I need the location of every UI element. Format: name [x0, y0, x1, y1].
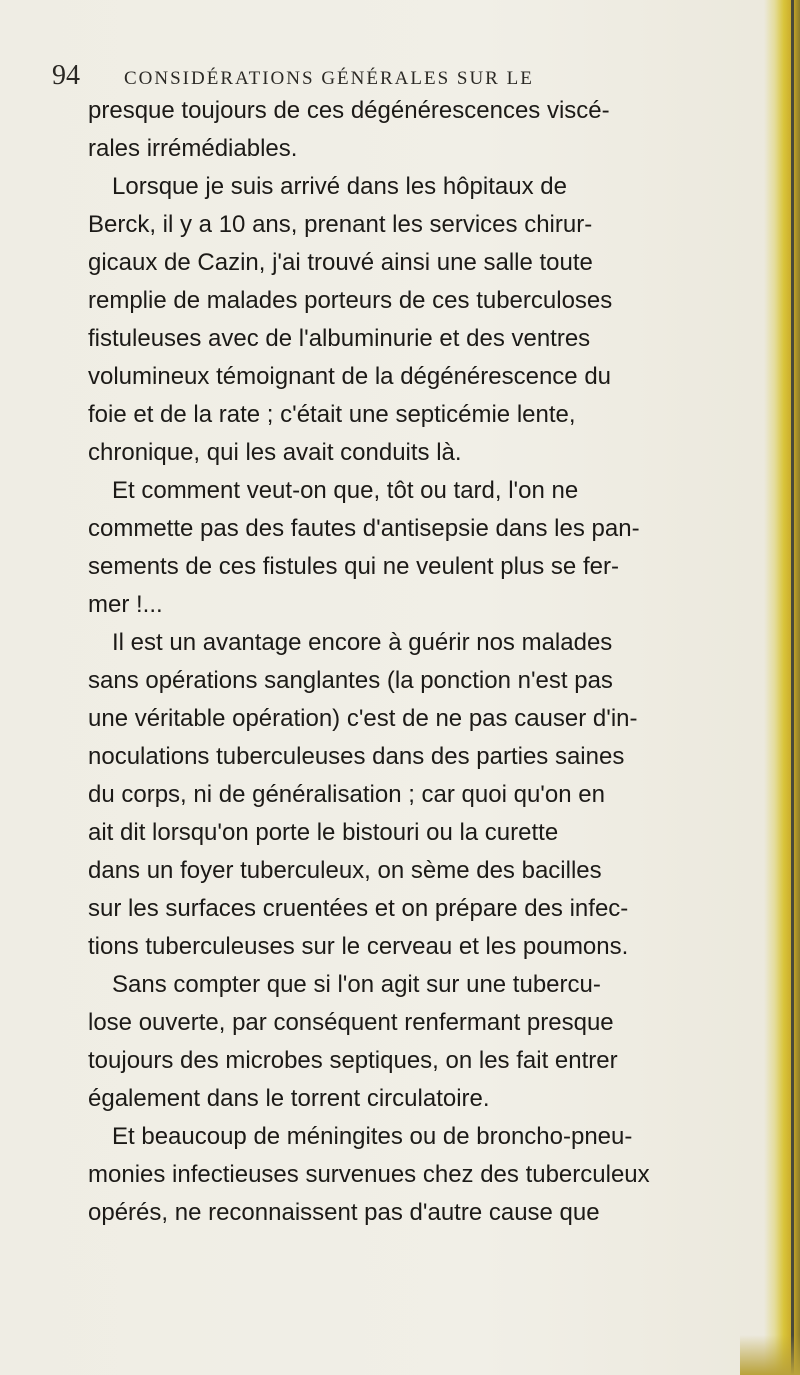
page-edge-line [791, 0, 794, 1375]
text-line: du corps, ni de généralisation ; car quoi qu'on en [88, 781, 605, 808]
text-line: presque toujours de ces dégénérescences viscé- [88, 97, 610, 124]
text-line: ait dit lorsqu'on porte le bistouri ou la curette [88, 819, 559, 846]
text-line: Il est un avantage encore à guérir nos malades [112, 629, 613, 656]
body-text [88, 92, 748, 1232]
page-number: 94 [52, 60, 80, 91]
text-line: toujours des microbes septiques, on les fait entrer [88, 1047, 618, 1074]
text-line: sur les surfaces cruentées et on prépare des infec- [88, 895, 629, 922]
text-line: remplie de malades porteurs de ces tuberculoses [88, 287, 613, 314]
text-line: gicaux de Cazin, j'ai trouvé ainsi une salle toute [88, 249, 593, 276]
text-line: chronique, qui les avait conduits là. [88, 439, 462, 466]
text-line: foie et de la rate ; c'était une septicémie lente, [88, 401, 576, 428]
text-line: Lorsque je suis arrivé dans les hôpitaux de [112, 173, 567, 200]
page-edge-binding [764, 0, 800, 1375]
text-line: une véritable opération) c'est de ne pas causer d'in- [88, 705, 638, 732]
text-line: sans opérations sanglantes (la ponction n'est pas [88, 667, 613, 694]
text-line: fistuleuses avec de l'albuminurie et des ventres [88, 325, 591, 352]
text-line: dans un foyer tuberculeux, on sème des bacilles [88, 857, 602, 884]
text-line: sements de ces fistules qui ne veulent plus se fer- [88, 553, 619, 580]
text-line: volumineux témoignant de la dégénérescence du [88, 363, 612, 390]
text-line: tions tuberculeuses sur le cerveau et les poumons. [88, 933, 629, 960]
text-line: rales irrémédiables. [88, 135, 298, 162]
text-line: Et beaucoup de méningites ou de broncho-pneu- [112, 1123, 633, 1150]
text-line: également dans le torrent circulatoire. [88, 1085, 490, 1112]
text-line: Et comment veut-on que, tôt ou tard, l'on ne [112, 477, 579, 504]
text-line: noculations tuberculeuses dans des parties saines [88, 743, 625, 770]
text-line: Sans compter que si l'on agit sur une tubercu- [112, 971, 601, 998]
text-line: lose ouverte, par conséquent renfermant presque [88, 1009, 614, 1036]
text-line: commette pas des fautes d'antisepsie dans les pan- [88, 515, 640, 542]
text-line: monies infectieuses survenues chez des tuberculeux [88, 1161, 650, 1188]
text-line: opérés, ne reconnaissent pas d'autre cause que [88, 1199, 600, 1226]
text-line: mer !... [88, 591, 163, 618]
text-line: Berck, il y a 10 ans, prenant les services chirur- [88, 211, 593, 238]
page-header [52, 62, 752, 96]
page-edge-corner [740, 1335, 800, 1375]
running-head: CONSIDÉRATIONS GÉNÉRALES SUR LE [124, 68, 534, 89]
